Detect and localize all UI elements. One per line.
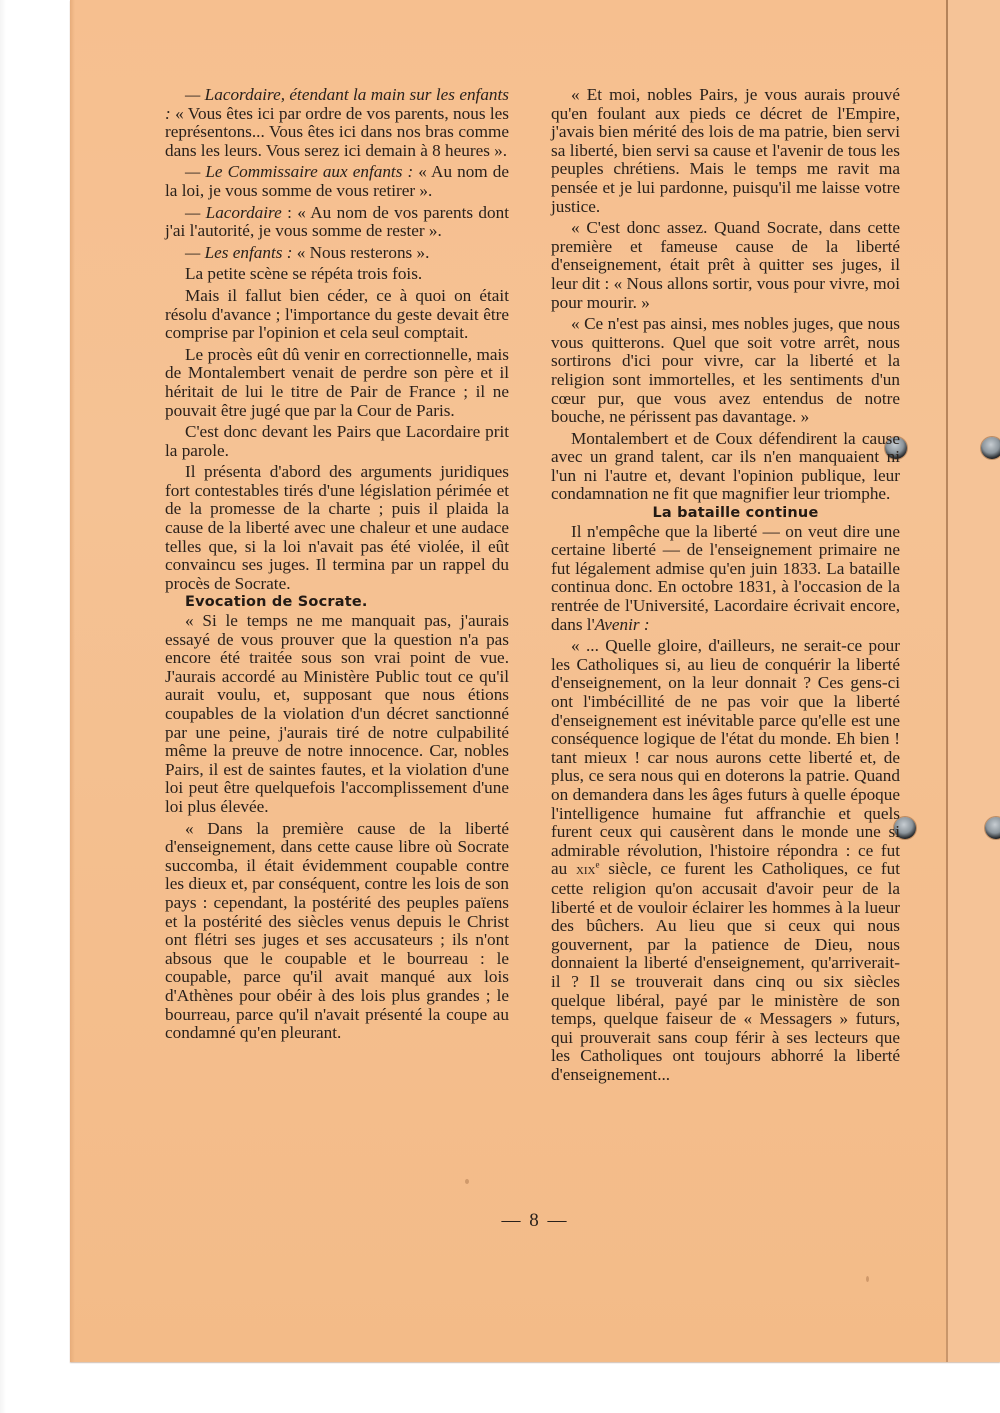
speaker: — Le Commissaire aux enfants : xyxy=(185,162,414,182)
next-page-edge xyxy=(948,0,1000,1362)
left-column xyxy=(165,86,509,1043)
section-heading: Evocation de Socrate. xyxy=(185,594,368,611)
dialogue-line xyxy=(165,244,509,263)
paragraph: « C'est donc assez. Quand Socrate, dans cette première et fameuse cause de la liberté d'enseignement, était prêt à quitter ses juges, il leur dit : « Nous allons sortir, vous pour vivre, moi pour mourir. » xyxy=(551,218,900,312)
paragraph xyxy=(551,523,900,635)
speaker: — Lacordaire, étendant la main sur les enfants : xyxy=(165,85,509,123)
paragraph: « Ce n'est pas ainsi, mes nobles juges, que nous vous quitterons. Quel que soit votre arrêt, nous sortirons d'ici pour vivre, car la liberté et la religion sont immortelles, et les sentiments d'un cœur pur, que vous avez entendus de notre bouche, ne périssent pas davantage. » xyxy=(551,314,900,427)
dialogue-line xyxy=(165,86,509,160)
paragraph: Il présenta d'abord des arguments juridiques fort contestables tirés d'une législation périmée et de la promesse de la charte ; puis il plaida la cause de la liberté avec une chaleur et une audace telles que, si la loi n'avait pas été violée, il eût convaincu ses juges. Il termina par un rappel du procès de Socrate. xyxy=(165,462,509,593)
speaker: — Lacordaire xyxy=(185,202,282,222)
century-numeral: xix xyxy=(575,862,596,879)
speaker: — Les enfants : xyxy=(185,242,293,262)
paragraph: « Et moi, nobles Pairs, je vous aurais prouvé qu'en foulant aux pieds ce décret de l'Empire, j'avais bien mérité des lois de ma patrie, bien servi sa liberté, bien servi sa cause et l'avenir de tous les peuples chrétiens. Mais le temps me ravit ma pensée et je lui pardonne, puisqu'il me laisse votre justice. xyxy=(551,85,900,216)
paragraph: Mais il fallut bien céder, ce à quoi on était résolu d'avance ; l'importance du geste devait être comprise par l'opinion et cela seul comptait. xyxy=(165,285,509,343)
quote-text: siècle, ce furent les Catholiques, ce fut cette religion qu'on accusait d'avoir peur de la liberté et de vouloir éclairer les hommes à la lueur des bûchers. Au lieu que si ceux qui nous gouvernent, par la patience de Dieu, nous donnaient la liberté d'enseignement, qu'arriverait-il ? Il se trouverait dans cinq ou six siècles quelque libéral, payé par le ministère de son temps, quelque faiseur de « Messagers » futurs, qui prouverait sans coup férir à ses lecteurs que les Catholiques ont toujours abhorré la liberté d'enseignement... xyxy=(551,859,900,1084)
dialogue-line xyxy=(165,204,509,241)
dialogue-line xyxy=(165,163,509,200)
right-column xyxy=(551,86,900,1084)
paragraph: Montalembert et de Coux défendirent la cause avec un grand talent, car ils n'en manquaient ni l'un ni l'autre et, devant l'opinion publique, leur condamnation ne fit que magnifier leur triomphe. xyxy=(551,428,900,504)
quote-text: « ... Quelle gloire, d'ailleurs, ne serait-ce pour les Catholiques si, au lieu de conquérir la liberté d'enseignement, on la leur donnait ? Ces gens-ci ont l'imbécillité de ne pas voir que la liberté d'enseignement est inévitable parce qu'elle est une conséquence logique de l'état du monde. Eh bien ! tant mieux ! car nous aurons cette liberté et, de plus, ce sera nous qui en doterons la patrie. Quand on demandera dans les âges futurs à quelle époque l'intelligence humaine fut affranchie et quels furent ceux qui causèrent dans le monde une si admirable révolution, l'histoire répondra : ce fut au xyxy=(551,636,900,879)
punch-hole-icon xyxy=(981,437,1000,459)
speech: : « Au nom de vos parents dont j'ai l'autorité, je vous somme de rester ». xyxy=(165,202,509,241)
speech: « Nous resterons ». xyxy=(292,242,430,262)
paragraph-text: Il n'empêche que la liberté — on veut dire une certaine liberté — de l'enseignement primaire ne fut légalement admise qu'en juin 1833. La bataille continua donc. En octobre 1831, à l'occasion de la rentrée de l'Université, Lacordaire écrivait encore, dans l' xyxy=(551,521,900,634)
paragraph: « Dans la première cause de la liberté d'enseignement, dans cette cause libre où Socrate succomba, il était évidemment coupable contre les dieux et, par conséquent, contre les lois de son pays : cependant, la postérité des peuples païens et la postérité des siècles venus depuis le Christ ont flétri ses juges et ses accusateurs ; ils n'ont absous que le coupable et le bourreau : le coupable, parce qu'il avait manqué aux lois d'Athènes pour obéir à des lois plus grandes ; le bourreau, parce qu'il n'avait présenté la coupe au condamné qu'en pleurant. xyxy=(165,818,509,1043)
page-number: — 8 — xyxy=(501,1210,569,1231)
paragraph: « Si le temps ne me manquait pas, j'aurais essayé de vous prouver que la question n'a pas encore été traitée sous son vrai point de vue. J'aurais accordé au Ministère Public tout ce qu'il aurait voulu, et, supposant que nous étions coupables de la violation d'un décret sanctionné par une peine, j'aurais tiré de notre culpabilité même la preuve de notre innocence. Car, nobles Pairs, il est de saintes fautes, et la violation d'une loi peut être quelquefois l'accomplissement d'une loi plus élevée. xyxy=(165,611,509,816)
punch-hole-icon xyxy=(985,817,1000,839)
paper-stain xyxy=(866,1276,869,1282)
paper-stain xyxy=(465,1179,469,1184)
paragraph: Le procès eût dû venir en correctionnelle, mais de Montalembert venait de perdre son père et il héritait de lui le titre de Pair de France ; il ne pouvait être jugé que par la Cour de Paris. xyxy=(165,344,509,420)
page-fold-line xyxy=(946,0,948,1362)
quote-paragraph xyxy=(551,637,900,1084)
paragraph: La petite scène se répéta trois fois. xyxy=(185,264,423,284)
speech: « Au nom de la loi, je vous somme de vous retirer ». xyxy=(165,162,509,200)
speech: « Vous êtes ici par ordre de vos parents, nous les représentons... Vous êtes ici dans nos bras comme dans les leurs. Vous serez ici demain à 8 heures ». xyxy=(165,103,509,160)
century-suffix: e xyxy=(595,859,600,870)
paragraph: C'est donc devant les Pairs que Lacordaire prit la parole. xyxy=(165,422,509,460)
journal-title: Avenir : xyxy=(594,614,650,634)
section-heading: La bataille continue xyxy=(652,505,819,522)
